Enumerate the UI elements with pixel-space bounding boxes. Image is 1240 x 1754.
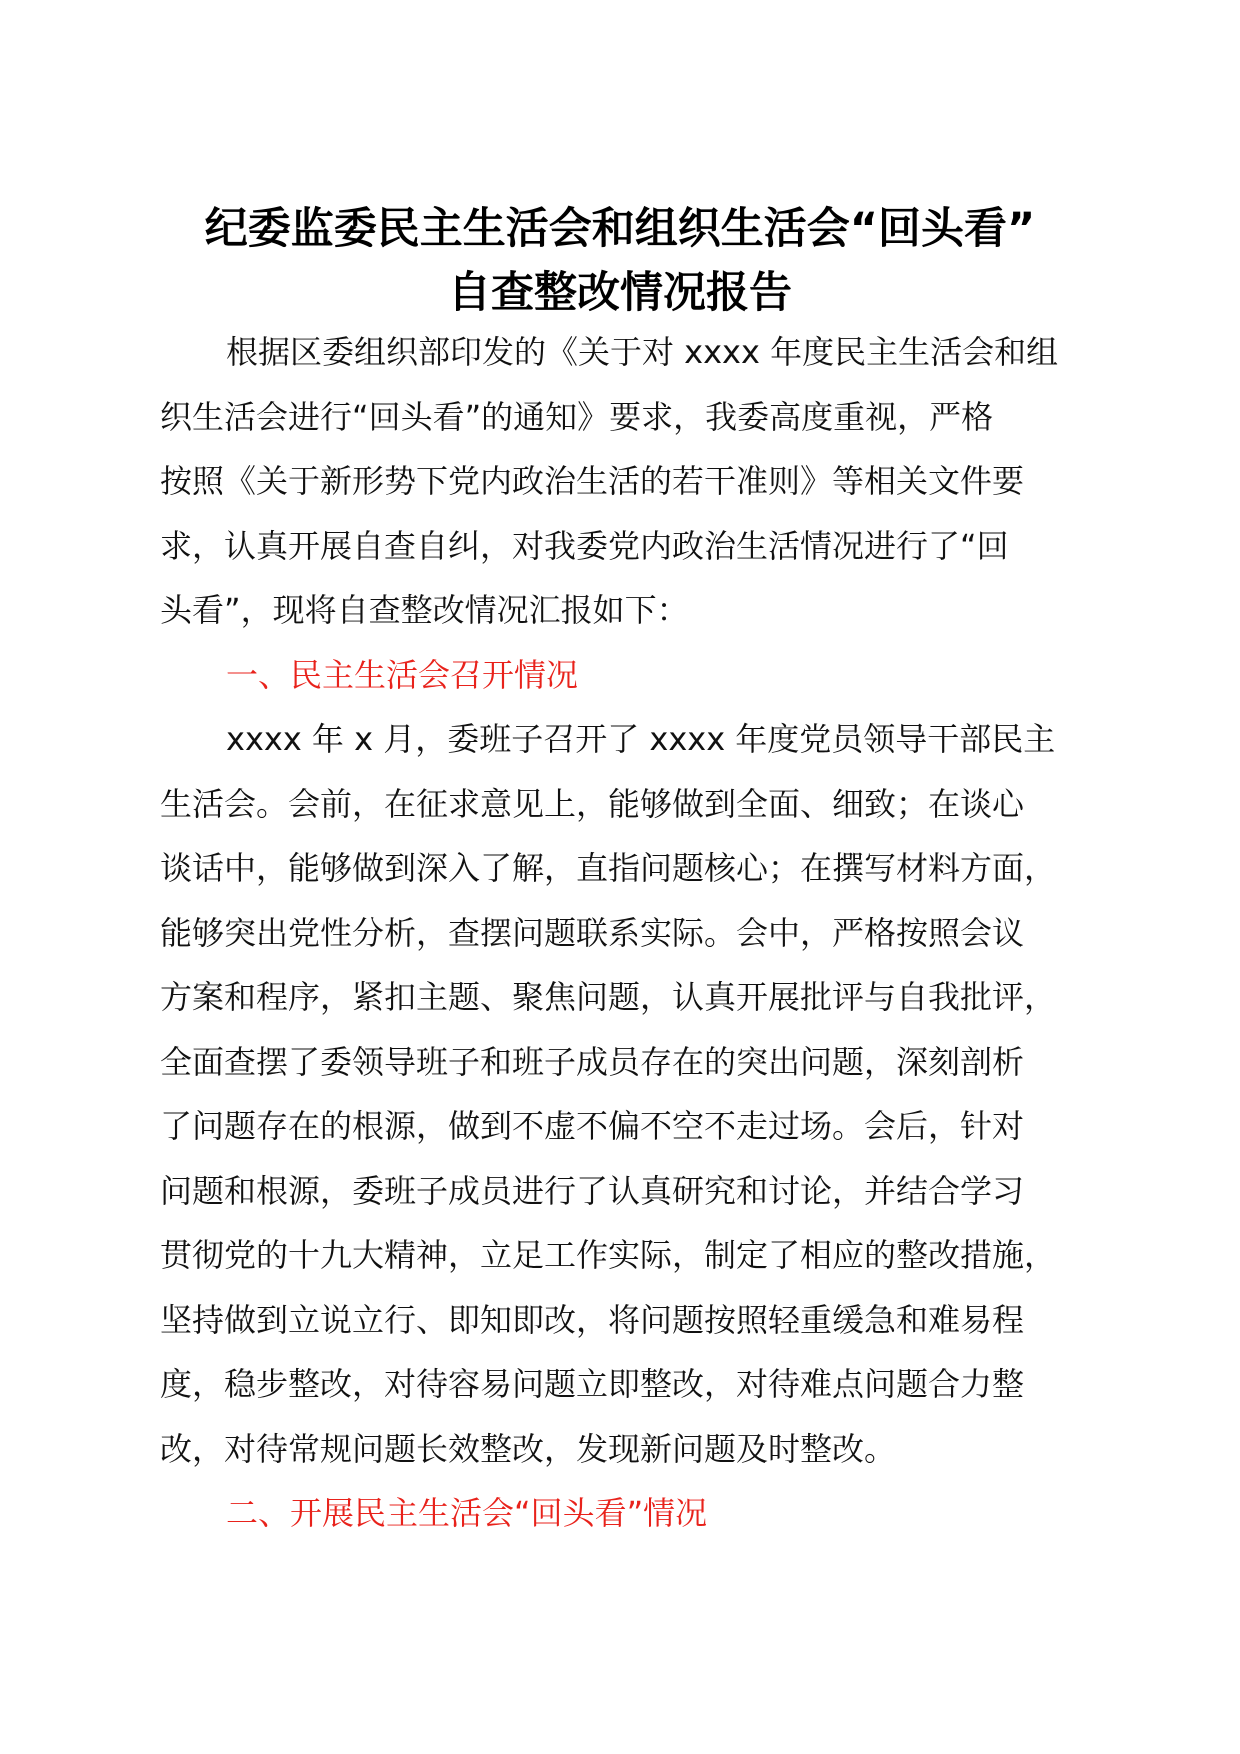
paragraph-line: 问题和根源，委班子成员进行了认真研究和讨论，并结合学习 — [160, 1171, 1025, 1210]
section-heading-1: 一、民主生活会召开情况 — [226, 655, 579, 694]
section-2 — [160, 1481, 1120, 1546]
paragraph-line: 生活会。会前，在征求意见上，能够做到全面、细致；在谈心 — [160, 784, 1025, 823]
paragraph-line: 了问题存在的根源，做到不虚不偏不空不走过场。会后，针对 — [160, 1107, 1025, 1145]
paragraph-line: 根据区委组织部印发的《关于对 xxxx 年度民主生活会和组 — [226, 333, 1059, 371]
paragraph-line: 坚持做到立说立行、即知即改，将问题按照轻重缓急和难易程 — [160, 1300, 1025, 1339]
paragraph-line: xxxx 年 x 月，委班子召开了 xxxx 年度党员领导干部民主 — [226, 720, 1056, 758]
paragraph-line: 织生活会进行“回头看”的通知》要求，我委高度重视，严格 — [160, 397, 994, 436]
paragraph-line: 按照《关于新形势下党内政治生活的若干准则》等相关文件要 — [160, 462, 1025, 500]
section-heading-2: 二、开展民主生活会“回头看”情况 — [226, 1494, 708, 1532]
paragraph-line: 度，稳步整改，对待容易问题立即整改，对待难点问题合力整 — [160, 1365, 1025, 1403]
paragraph-line: 贯彻党的十九大精神，立足工作实际，制定了相应的整改措施， — [160, 1236, 1057, 1274]
document-title-line-2: 自查整改情况报告 — [448, 268, 792, 318]
paragraph-line: 改，对待常规问题长效整改，发现新问题及时整改。 — [160, 1429, 897, 1468]
paragraph-line: 方案和程序，紧扣主题、聚焦问题，认真开展批评与自我批评， — [160, 978, 1057, 1016]
paragraph-line: 求，认真开展自查自纠，对我委党内政治生活情况进行了“回 — [160, 526, 1009, 565]
paragraph-line: 头看”，现将自查整改情况汇报如下： — [160, 591, 689, 629]
paragraph-line: 谈话中，能够做到深入了解，直指问题核心；在撰写材料方面， — [160, 849, 1057, 887]
document-body — [160, 320, 1120, 1546]
intro-paragraph — [160, 320, 1120, 643]
document-title-line-1: 纪委监委民主生活会和组织生活会“回头看” — [204, 204, 1036, 254]
paragraph-line: 全面查摆了委领导班子和班子成员存在的突出问题，深刻剖析 — [160, 1042, 1025, 1081]
section-1 — [160, 643, 1120, 1482]
paragraph-line: 能够突出党性分析，查摆问题联系实际。会中，严格按照会议 — [160, 913, 1025, 952]
